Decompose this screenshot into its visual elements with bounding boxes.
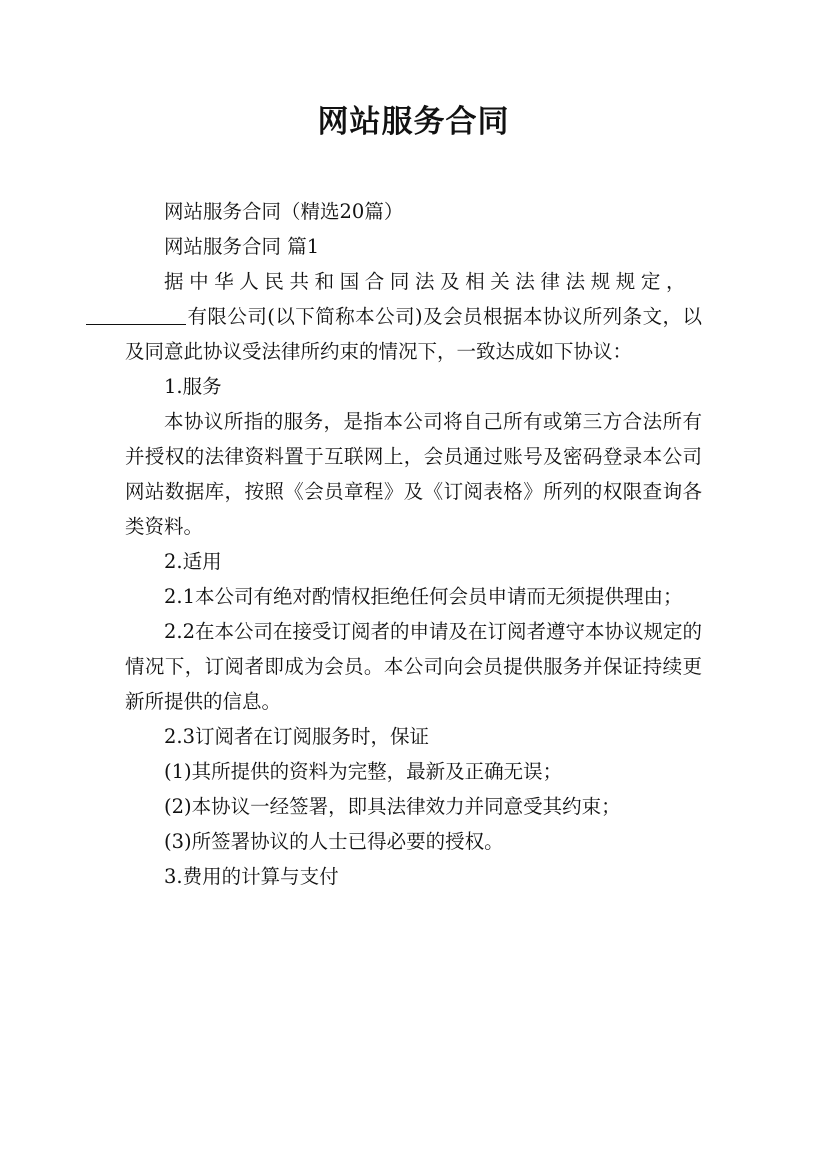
- document-body: [125, 194, 702, 894]
- paragraph-service-definition: 本协议所指的服务，是指本公司将自己所有或第三方合法所有并授权的法律资料置于互联网上，会员通过账号及密码登录本公司网站数据库，按照《会员章程》及《订阅表格》所列的权限查询各类资料。: [125, 410, 702, 538]
- section-heading-fees: 3.费用的计算与支付: [164, 865, 339, 888]
- clause-2-3-item-3: (3)所签署协议的人士已得必要的授权。: [164, 830, 504, 853]
- paragraph-collection-title: 网站服务合同（精选20篇）: [164, 200, 404, 223]
- clause-2-2: 2.2在本公司在接受订阅者的申请及在订阅者遵守本协议规定的情况下，订阅者即成为会员。本公司向会员提供服务并保证持续更新所提供的信息。: [125, 620, 703, 713]
- clause-2-1: 2.1本公司有绝对酌情权拒绝任何会员申请而无须提供理由；: [164, 585, 683, 608]
- paragraph-article-heading: 网站服务合同 篇1: [164, 235, 320, 258]
- clause-2-3: 2.3订阅者在订阅服务时，保证: [164, 725, 430, 748]
- blank-underline: [86, 302, 186, 325]
- preamble-first-line: 据中华人民共和国合同法及相关法律法规规定，: [164, 270, 692, 293]
- section-heading-applicability: 2.适用: [164, 550, 222, 573]
- clause-2-3-item-2: (2)本协议一经签署，即具法律效力并同意受其约束；: [164, 795, 621, 818]
- clause-2-3-item-1: (1)其所提供的资料为完整，最新及正确无误；: [164, 760, 563, 783]
- preamble-continuation: 有限公司(以下简称本公司)及会员根据本协议所列条文，以及同意此协议受法律所约束的情况下，一致达成如下协议：: [125, 305, 702, 363]
- section-heading-service: 1.服务: [164, 375, 222, 398]
- document-title: 网站服务合同: [317, 104, 510, 140]
- paragraph-preamble: [125, 264, 702, 369]
